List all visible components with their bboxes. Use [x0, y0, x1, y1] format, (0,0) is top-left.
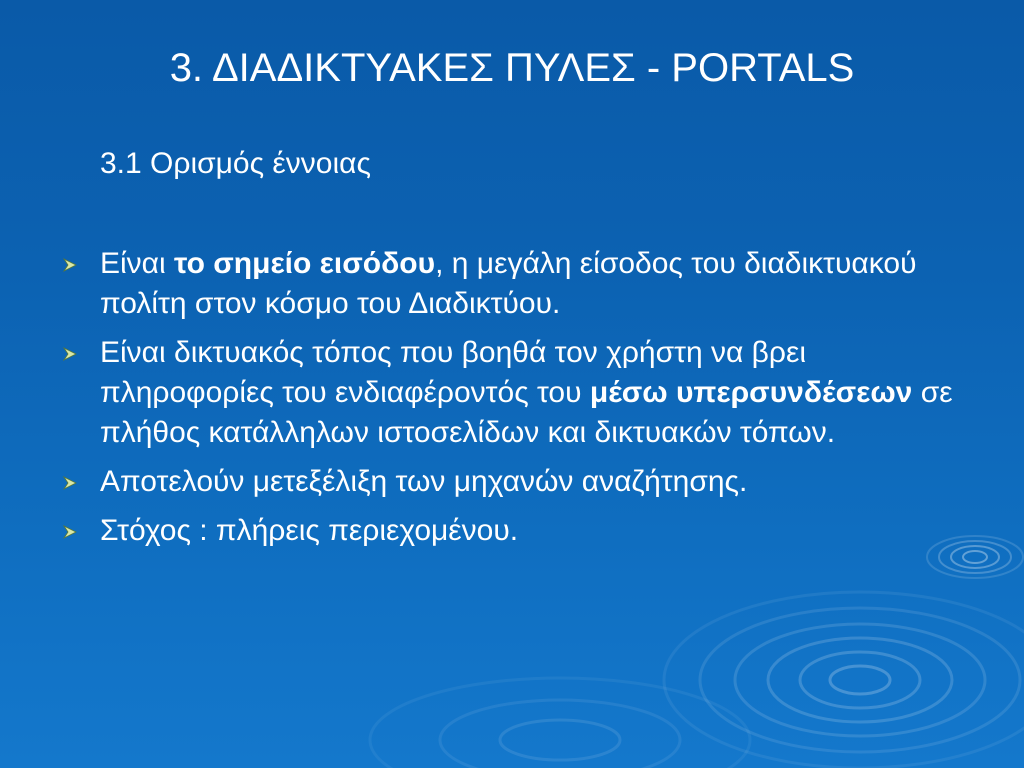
- bullet-text-part: Αποτελούν μετεξέλιξη των μηχανών αναζήτησης.: [100, 465, 748, 498]
- bullet-item: [62, 333, 962, 453]
- bullet-text-bold: μέσω υπερσυνδέσεων: [589, 376, 913, 409]
- arrow-bullet-icon: [62, 346, 78, 362]
- bullet-text: [100, 247, 916, 320]
- bullet-text-part: σε πλήθος κατάλληλων ιστοσελίδων και δικτυακών τόπων.: [100, 376, 953, 449]
- bullet-item: [62, 511, 962, 551]
- arrow-bullet-icon: [62, 524, 78, 540]
- arrow-bullet-icon: [62, 475, 78, 491]
- slide-title: 3. ΔΙΑΔΙΚΤΥΑΚΕΣ ΠΥΛΕΣ - PORTALS: [169, 46, 855, 90]
- bullet-list: [62, 244, 962, 560]
- bullet-text-bold: το σημείο εισόδου: [174, 247, 436, 280]
- bullet-text-part: Είναι δικτυακός τόπος που βοηθά τον χρήστη να βρει πληροφορίες του ενδιαφέροντός του: [100, 336, 807, 409]
- bullet-text-part: Στόχος : πλήρεις περιεχομένου.: [100, 514, 519, 547]
- bullet-text: [100, 465, 747, 498]
- bullet-item: [62, 244, 962, 324]
- bullet-text-part: Είναι: [100, 247, 175, 280]
- bullet-item: [62, 462, 962, 502]
- bullet-text: [100, 336, 953, 449]
- bullet-text-part: , η μεγάλη είσοδος του διαδικτυακού πολίτη στον κόσμο του Διαδικτύου.: [100, 247, 917, 320]
- arrow-bullet-icon: [62, 257, 78, 273]
- bullet-text: [100, 514, 518, 547]
- slide-subtitle: 3.1 Ορισμός έννοιας: [100, 147, 371, 180]
